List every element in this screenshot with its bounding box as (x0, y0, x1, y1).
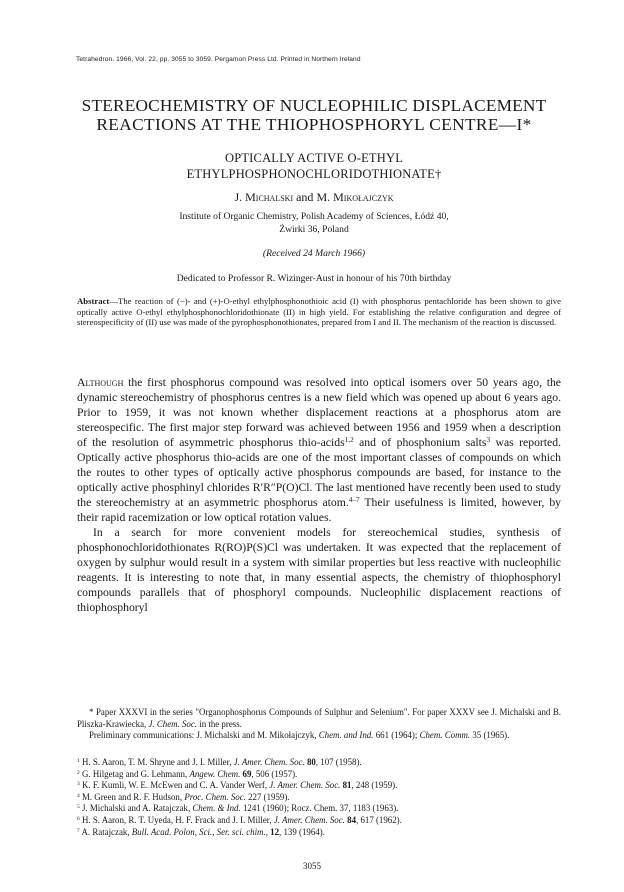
reference-number: 7 (77, 827, 80, 834)
reference-item (77, 780, 561, 792)
citation-3: 3 (486, 436, 491, 445)
affiliation-line-1: Institute of Organic Chemistry, Polish Academy of Sciences, Łódź 40, (179, 211, 449, 222)
reference-authors: M. Green and R. F. Hudson, (81, 791, 185, 802)
title-line-2: REACTIONS AT THE THIOPHOSPHORYL CENTRE—I* (96, 115, 532, 134)
abstract-text: —The reaction of (−)- and (+)-O-ethyl ethylphosphonothioic acid (I) with phosphorus pentachloride has been shown to give optically active O-ethyl ethylphosphonochloridothionate (II) in high yield. For establishing the relative configuration and degree of stereospecificity of (II) use was made of the pyrophosphonothionates, prepared from I and II. The mechanism of the reaction is discussed. (77, 296, 561, 327)
reference-item (77, 792, 561, 804)
abstract-label: Abstract (77, 296, 110, 306)
reference-authors: G. Hilgetag and G. Lehmann, (81, 768, 190, 779)
reference-journal: Angew. Chem. (189, 768, 241, 779)
reference-item (77, 827, 561, 839)
paragraph-2: In a search for more convenient models for stereochemical studies, synthesis of phosphonochloridothionates R(RO)P(S)Cl was undertaken. It was expected that the replacement of oxygen by sulphur would result in a system with similar properties but less reactive with nucleophilic reagents. It is interesting to note that, in many essential aspects, the chemistry of thiophosphoryl compounds parallels that of phosphoryl compounds. Nucleophilic displacement reactions of thiophosphoryl (77, 526, 561, 614)
body-text (77, 375, 561, 615)
reference-journal: Proc. Chem. Soc. (184, 791, 246, 802)
footnote-series-journal: J. Chem. Soc. (148, 718, 198, 729)
citation-4-7: 4–7 (348, 496, 360, 505)
paragraph-1 (77, 375, 561, 525)
footnote-preliminary (77, 730, 561, 742)
footnote-preliminary-text: Preliminary communications: J. Michalski and M. Mikołajczyk, (89, 730, 319, 740)
reference-authors: H. S. Aaron, T. M. Shryne and J. I. Miller, (81, 757, 234, 767)
paragraph-1-text-d: Their usefulness is limited, however, by their rapid racemization or low optical rotation values. (77, 496, 562, 524)
reference-volume: 84 (347, 814, 356, 825)
paragraph-1-lead: Although (77, 376, 124, 389)
reference-authors: J. Michalski and A. Ratajczak, (81, 803, 193, 814)
footnote-preliminary-journal-1: Chem. and Ind. (318, 730, 374, 740)
reference-number: 6 (77, 815, 80, 822)
article-title (60, 96, 568, 135)
subtitle-line-2: ETHYLPHOSPHONOCHLORIDOTHIONATE† (186, 167, 442, 181)
received-date (60, 248, 568, 259)
reference-authors: H. S. Aaron, R. T. Uyeda, H. F. Frack and J. I. Miller, (81, 814, 274, 825)
reference-volume: 12 (270, 826, 280, 837)
journal-header: Tetrahedron. 1966, Vol. 22, pp. 3055 to 3059. Pergamon Press Ltd. Printed in Northern Ireland (76, 56, 361, 63)
footnote-preliminary-mid: 661 (1964); (373, 730, 420, 740)
affiliation (60, 210, 568, 236)
author-conjunction: and (296, 190, 314, 204)
subtitle-line-1: OPTICALLY ACTIVE O-ETHYL (224, 151, 404, 165)
reference-item (77, 757, 561, 769)
reference-number: 4 (77, 792, 80, 799)
reference-item (77, 769, 561, 781)
reference-details: 227 (1959). (245, 791, 290, 802)
author-2: M. Mikołajczyk (316, 190, 394, 204)
footnote-series-text: * Paper XXXVI in the series "Organophosphorus Compounds of Sulphur and Selenium". For paper XXXV see J. Michalski and B. Pliszka-Krawiecka, (77, 707, 561, 729)
reference-details: , 139 (1964). (279, 826, 325, 837)
page-number: 3055 (303, 861, 321, 871)
paragraph-1-text-b: and of phosphonium salts (353, 436, 487, 449)
reference-list (77, 757, 561, 838)
reference-journal: Chem. & Ind. (192, 803, 241, 814)
reference-details: 1241 (1960); Rocz. Chem. 37, 1183 (1963). (240, 803, 399, 814)
reference-number: 1 (77, 757, 80, 764)
reference-details: , 248 (1959). (351, 780, 398, 791)
author-1: J. Michalski (234, 190, 294, 204)
reference-number: 3 (77, 781, 80, 788)
reference-details: , 506 (1957). (251, 768, 298, 779)
reference-number: 2 (77, 769, 80, 776)
footnote-preliminary-journal-2: Chem. Comm. (419, 730, 471, 740)
reference-journal: Bull. Acad. Polon, Sci., Ser. sci. chim., (131, 826, 268, 837)
received-text: (Received 24 March 1966) (262, 248, 366, 259)
footnote-series-end: in the press. (197, 718, 242, 729)
reference-authors: A. Ratajczak, (81, 826, 132, 837)
affiliation-line-2: Żwirki 36, Poland (279, 224, 349, 235)
citation-1-2: 1,2 (344, 436, 354, 445)
reference-volume: 80 (306, 757, 316, 767)
reference-journal: J. Amer. Chem. Soc. (269, 780, 341, 791)
paragraph-1-text-a: the first phosphorus compound was resolved into optical isomers over 50 years ago, the dynamic stereochemistry of phosphorus centres is a new field which was opened up about 6 years ago. Prior to 1959, it was not known whether displacement reactions at a phosphorus atom are stereospecific. The first major step forward was achieved between 1956 and 1959 when a description of the resolution of asymmetric phosphorus thio-acids (77, 376, 561, 449)
reference-details: , 617 (1962). (356, 814, 402, 825)
reference-details: , 107 (1958). (315, 757, 362, 767)
dedication: Dedicated to Professor R. Wizinger-Aust in honour of his 70th birthday (176, 273, 452, 284)
abstract (77, 296, 561, 328)
reference-item (77, 815, 561, 827)
authors (60, 190, 568, 205)
paragraph-1-text-c: was reported. Optically active phosphorus thio-acids are one of the most important classes of compounds on which the routes to other types of optically active phosphorus compounds are based, for instance to the optically active phosphinyl chlorides R′R″P(O)Cl. The last mentioned have recently been used to study the stereochemistry at an asymmetric phosphorus atom. (77, 436, 562, 509)
footnote-series (77, 707, 561, 730)
reference-journal: J. Amer. Chem. Soc. (273, 814, 345, 825)
reference-volume: 81 (342, 780, 352, 791)
reference-item (77, 803, 561, 815)
reference-volume: 69 (242, 768, 252, 779)
reference-journal: J. Amer. Chem. Soc. (233, 757, 305, 767)
reference-authors: K. F. Kumli, W. E. McEwen and C. A. Vander Werf, (81, 780, 270, 791)
footnote-preliminary-end: 35 (1965). (470, 730, 510, 740)
title-line-1: STEREOCHEMISTRY OF NUCLEOPHILIC DISPLACEMENT (81, 96, 547, 115)
footnotes (77, 707, 561, 742)
reference-number: 5 (77, 804, 80, 811)
